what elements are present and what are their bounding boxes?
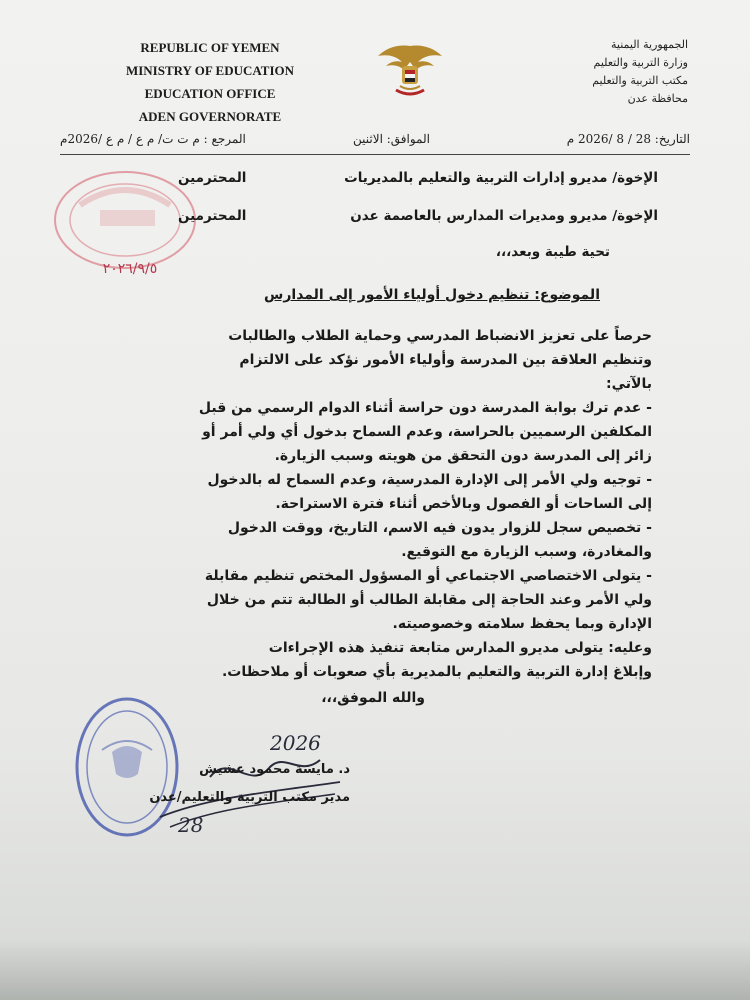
closing: والله الموفق،،، <box>321 690 425 706</box>
en-header-line: MINISTRY OF EDUCATION <box>125 63 295 78</box>
honorific-1: المحترمين <box>178 170 247 186</box>
body-line: - يتولى الاختصاصي الاجتماعي أو المسؤول المختص تنظيم مقابلة <box>204 568 652 584</box>
addressee-2: الإخوة/ مديرو ومديرات المدارس بالعاصمة عدن <box>350 208 658 224</box>
en-header-line: REPUBLIC OF YEMEN <box>140 40 280 55</box>
body-line: إلى الساحات أو الفصول وبالأخص أثناء فترة الاستراحة. <box>275 496 652 512</box>
handwritten-signature <box>150 722 350 842</box>
page-shadow <box>0 940 750 1000</box>
body-line: زائر إلى المدرسة دون التحقق من هويته وسبب الزيارة. <box>274 448 652 464</box>
subject-line: الموضوع: تنظيم دخول أولياء الأمور إلى المدارس <box>264 287 600 303</box>
date-field: التاريخ: 28 / 8 /2026 م <box>566 132 690 146</box>
addressee-1: الإخوة/ مديرو إدارات التربية والتعليم بالمديريات <box>344 170 658 186</box>
arabic-letterhead <box>488 36 688 108</box>
english-letterhead <box>110 36 310 128</box>
reference-number: المرجع : م ت ت/ م ع / م ع /2026م <box>60 132 246 146</box>
body-line: وعليه: يتولى مديرو المدارس متابعة تنفيذ هذه الإجراءات <box>268 640 652 656</box>
body-line: - عدم ترك بوابة المدرسة دون حراسة أثناء الدوام الرسمي من قبل <box>198 400 652 416</box>
reference-line <box>60 128 690 155</box>
yemen-eagle-emblem <box>376 40 444 100</box>
greeting: تحية طيبة وبعد،،، <box>495 244 610 260</box>
signatory-name: د. مايسة محمود عشيش <box>199 762 350 777</box>
en-header-line: ADEN GOVERNORATE <box>138 109 282 124</box>
body-line: ولي الأمر وعند الحاجة إلى مقابلة الطالب أو الطالبة تتم من خلال <box>206 592 652 608</box>
body-line: حرصاً على تعزيز الانضباط المدرسي وحماية الطلاب والطالبات <box>228 328 652 344</box>
body-line: - تخصيص سجل للزوار يدون فيه الاسم، التاريخ، ووقت الدخول <box>227 520 652 536</box>
body-line: وإبلاغ إدارة التربية والتعليم بالمديرية بأي صعوبات أو ملاحظات. <box>221 664 652 680</box>
stamp-date: ٢٠٢٦/٩/٥ <box>102 261 158 277</box>
body-line: المكلفين الرسميين بالحراسة، وعدم السماح بدخول أي ولي أمر أو <box>202 424 652 440</box>
body-line: - توجيه ولي الأمر إلى الإدارة المدرسية، وعدم السماح له بالدخول <box>207 472 652 488</box>
en-header-line: EDUCATION OFFICE <box>144 86 276 101</box>
signatory-title: مدير مكتب التربية والتعليم/عدن <box>149 790 350 805</box>
body-line: وتنظيم العلاقة بين المدرسة وأولياء الأمور نؤكد على الالتزام <box>239 352 652 368</box>
ar-header-line: وزارة التربية والتعليم <box>593 56 688 69</box>
body-line: الإدارة وبما يحفظ سلامته وخصوصيته. <box>392 616 652 632</box>
day-field: الموافق: الاثنين <box>353 132 430 146</box>
body-line: بالآتي: <box>606 376 652 392</box>
honorific-2: المحترمين <box>178 208 247 224</box>
ar-header-line: مكتب التربية والتعليم <box>592 74 688 87</box>
ar-header-line: محافظة عدن <box>627 92 688 105</box>
ar-header-line: الجمهورية اليمنية <box>610 38 688 51</box>
body-line: والمغادرة، وسبب الزيارة مع التوقيع. <box>401 544 652 560</box>
signature-day: 28 <box>178 813 204 837</box>
signature-year: 2026 <box>270 731 321 755</box>
